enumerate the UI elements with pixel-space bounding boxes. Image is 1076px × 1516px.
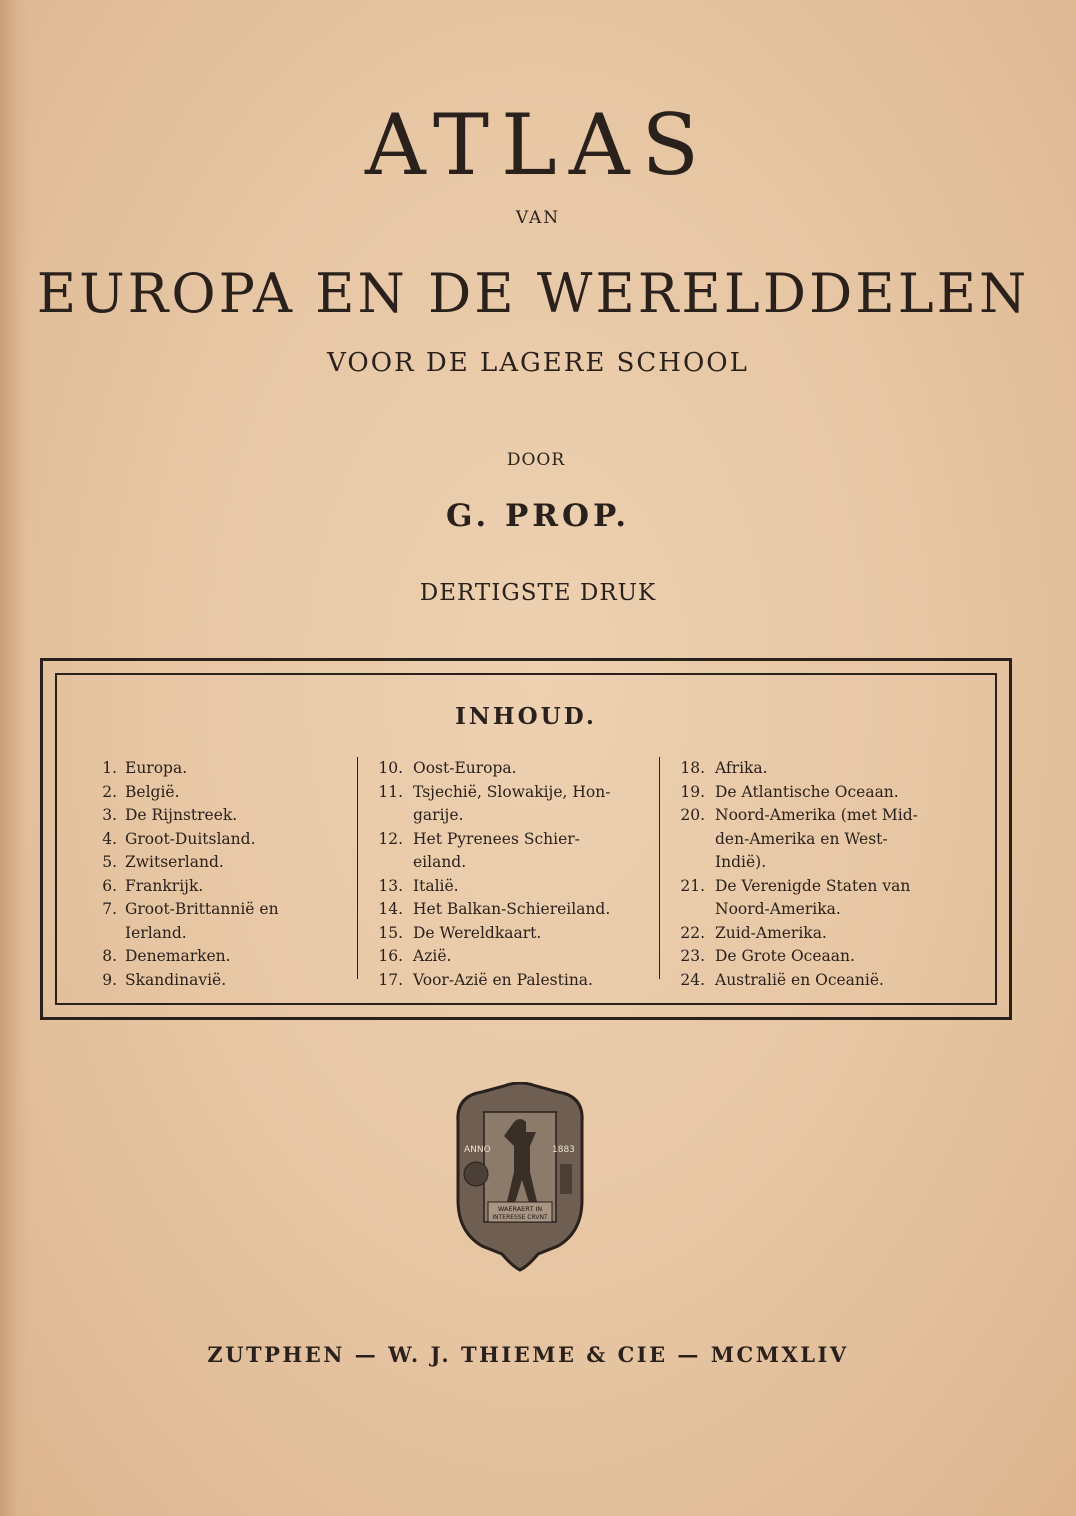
entry-number: 10.	[378, 759, 403, 777]
entry-label: Groot-Duitsland.	[125, 829, 256, 848]
entry-label: Zwitserland.	[125, 853, 224, 871]
entry-number: 1.	[102, 759, 117, 777]
column-divider	[357, 757, 358, 979]
seal-motto-1: WAERAERT IN	[497, 1205, 543, 1213]
entry-label: Oost-Europa.	[413, 759, 517, 777]
entry-number: 8.	[102, 947, 117, 965]
contents-entry	[89, 898, 357, 945]
seal-motto-2: INTERESSE CRVNT	[492, 1214, 548, 1221]
entry-number: 17.	[378, 970, 403, 989]
entry-number: 23.	[680, 947, 705, 965]
contents-column-1	[89, 757, 357, 992]
contents-entry	[377, 875, 657, 899]
contents-entry	[377, 898, 657, 922]
entry-label: Europa.	[125, 759, 188, 777]
entry-number: 6.	[102, 876, 117, 895]
entry-label: De Grote Oceaan.	[715, 947, 855, 965]
entry-number: 2.	[102, 782, 117, 801]
entry-number: 13.	[378, 876, 403, 895]
entry-number: 19.	[680, 782, 705, 801]
contents-entry	[89, 804, 357, 828]
entry-label: Italië.	[413, 876, 459, 895]
contents-entry	[89, 875, 357, 899]
entry-number: 16.	[378, 947, 403, 965]
contents-entry	[89, 969, 357, 993]
entry-label: Denemarken.	[125, 947, 231, 965]
contents-entry	[377, 781, 657, 828]
seal-year-right: 1883	[552, 1145, 575, 1155]
entry-label: De Verenigde Staten van Noord-Amerika.	[715, 876, 911, 918]
contents-entry	[89, 851, 357, 875]
entry-label: Australië en Oceanië.	[715, 970, 884, 989]
title-van: VAN	[515, 208, 561, 228]
contents-inner-frame	[55, 673, 997, 1005]
entry-number: 15.	[378, 923, 403, 942]
entry-number: 11.	[378, 782, 403, 801]
contents-entry	[377, 757, 657, 781]
entry-number: 14.	[378, 900, 403, 918]
entry-label: Zuid-Amerika.	[715, 923, 827, 942]
contents-frame	[40, 658, 1012, 1020]
contents-entry	[89, 945, 357, 969]
entry-number: 24.	[680, 970, 705, 989]
entry-label: België.	[125, 782, 180, 801]
seal-year-left: ANNO	[464, 1145, 491, 1155]
entry-number: 4.	[102, 829, 117, 848]
title-main: EUROPA EN DE WERELDDELEN	[36, 262, 1030, 325]
contents-entry	[377, 969, 657, 993]
contents-entry	[679, 804, 977, 875]
entry-label: Voor-Azië en Palestina.	[413, 970, 593, 989]
contents-entry	[89, 828, 357, 852]
entry-number: 7.	[102, 900, 117, 918]
entry-label: Azië.	[413, 947, 452, 965]
entry-number: 9.	[102, 970, 117, 989]
entry-number: 18.	[680, 759, 705, 777]
contents-column-3	[679, 757, 977, 992]
author-name: G. PROP.	[445, 498, 630, 534]
contents-entry	[679, 781, 977, 805]
contents-entry	[679, 922, 977, 946]
entry-number: 21.	[680, 876, 705, 895]
contents-entry	[679, 969, 977, 993]
entry-label: Tsjechië, Slowakije, Hon- garije.	[413, 782, 611, 824]
entry-label: Het Balkan-Schiereiland.	[413, 900, 611, 918]
seal-tower-icon	[560, 1164, 572, 1194]
title-atlas: ATLAS	[364, 96, 712, 194]
contents-heading: INHOUD.	[455, 703, 597, 730]
column-divider	[659, 757, 660, 979]
entry-number: 22.	[680, 923, 705, 942]
contents-entry	[679, 875, 977, 922]
contents-entry	[89, 781, 357, 805]
entry-label: Afrika.	[715, 759, 768, 777]
publisher-seal-icon	[442, 1082, 598, 1272]
entry-label: Het Pyrenees Schier- eiland.	[413, 829, 580, 871]
entry-number: 3.	[102, 806, 117, 824]
entry-label: De Rijnstreek.	[125, 806, 238, 824]
by-label: DOOR	[506, 450, 566, 470]
entry-label: De Wereldkaart.	[413, 923, 542, 942]
edition-label: DERTIGSTE DRUK	[419, 580, 657, 606]
contents-entry	[89, 757, 357, 781]
entry-label: Noord-Amerika (met Mid- den-Amerika en West- Indië).	[715, 806, 918, 871]
title-subtitle: VOOR DE LAGERE SCHOOL	[327, 348, 749, 378]
contents-column-2	[377, 757, 657, 992]
contents-entry	[679, 757, 977, 781]
contents-entry	[377, 945, 657, 969]
contents-entry	[377, 922, 657, 946]
contents-entry	[679, 945, 977, 969]
seal-globe-icon	[464, 1162, 488, 1186]
entry-number: 12.	[378, 829, 403, 848]
entry-number: 5.	[102, 853, 117, 871]
contents-entry	[377, 828, 657, 875]
entry-label: Skandinavië.	[125, 970, 227, 989]
entry-label: De Atlantische Oceaan.	[715, 782, 899, 801]
entry-number: 20.	[680, 806, 705, 824]
entry-label: Groot-Brittannië en Ierland.	[125, 900, 279, 942]
publisher-imprint: ZUTPHEN — W. J. THIEME & CIE — MCMXLIV	[207, 1342, 849, 1367]
entry-label: Frankrijk.	[125, 876, 204, 895]
